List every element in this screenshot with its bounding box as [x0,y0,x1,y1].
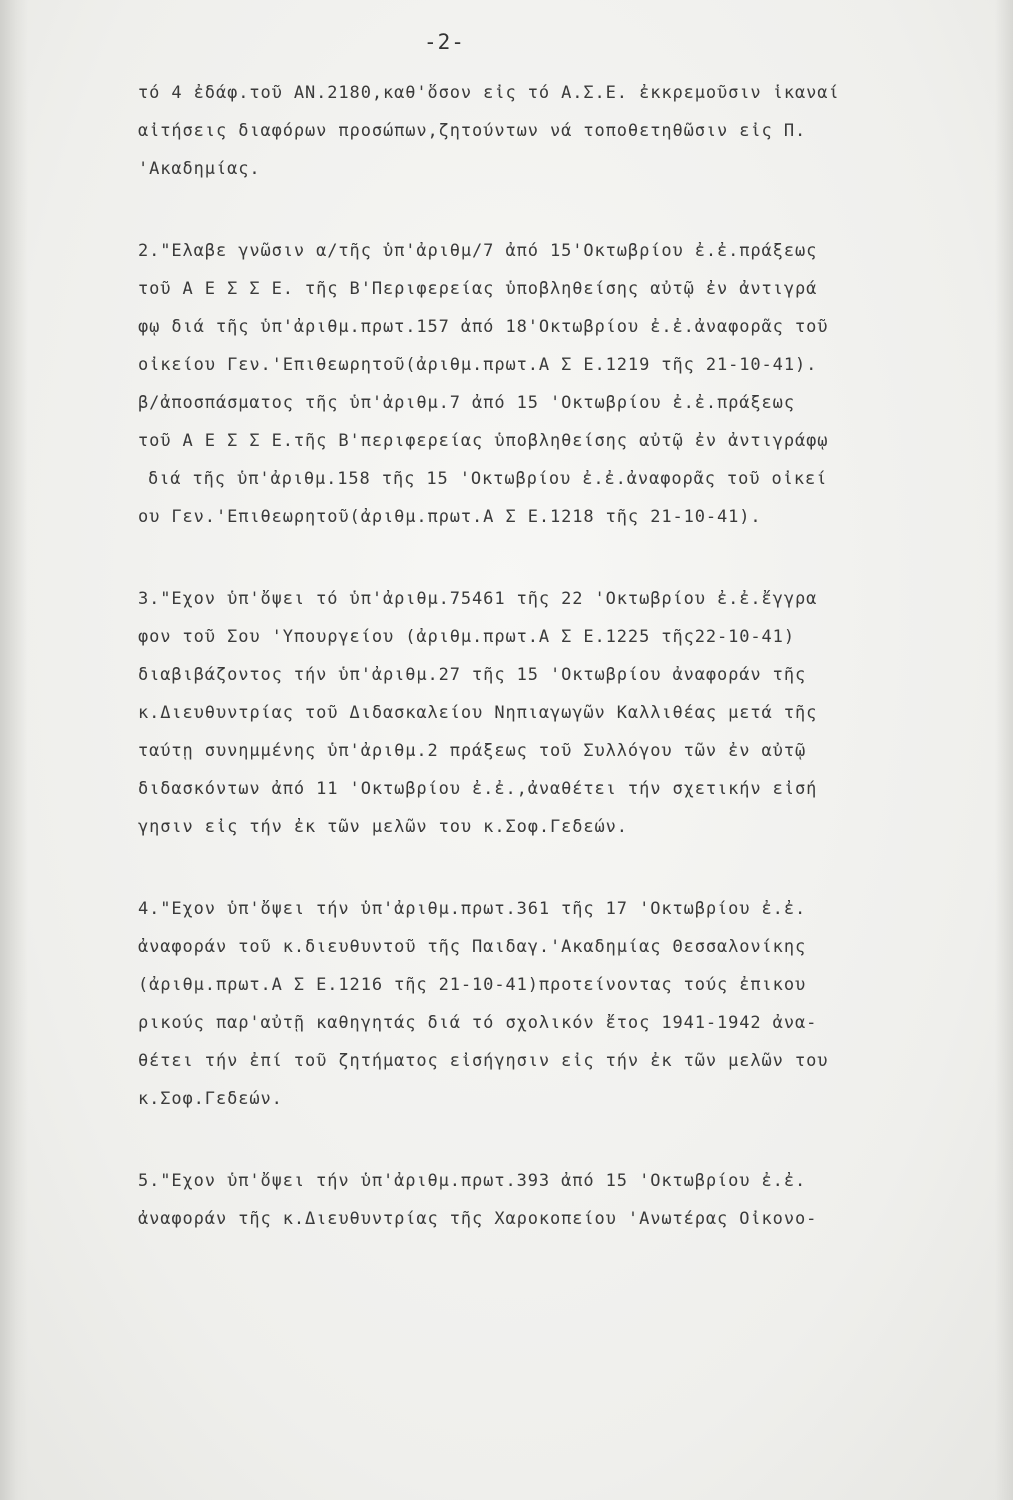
text-line: οἰκείου Γεν.'Επιθεωρητοῦ(ἀριθμ.πρωτ.Α Σ Ε.1219 τῆς 21-10-41). [138,355,818,375]
paragraph [138,890,968,1118]
text-line: φον τοῦ Σου 'Υπουργείου (ἀριθμ.πρωτ.Α Σ Ε.1225 τῆς22-10-41) [138,627,795,647]
text-line: ταύτῃ συνημμένης ὑπ'ἀριθμ.2 πράξεως τοῦ Συλλόγου τῶν ἐν αὐτῷ [138,741,807,761]
page-number: -2- [424,30,465,54]
text-line: γησιν εἰς τήν ἐκ τῶν μελῶν του κ.Σοφ.Γεδεών. [138,817,628,837]
paragraph [138,580,968,846]
text-line: 4."Εχον ὑπ'ὄψει τήν ὑπ'ἀριθμ.πρωτ.361 τῆς 17 'Οκτωβρίου ἐ.ἐ. [138,899,807,919]
paragraph-gap [138,188,968,232]
text-line: ἀναφοράν τῆς κ.Διευθυντρίας τῆς Χαροκοπείου 'Ανωτέρας Οἰκονο- [138,1209,818,1229]
text-line: β/ἀποσπάσματος τῆς ὑπ'ἀριθμ.7 ἀπό 15 'Οκτωβρίου ἐ.ἐ.πράξεως [138,393,795,413]
paragraph [138,232,968,536]
text-line: κ.Σοφ.Γεδεών. [138,1089,283,1109]
paragraph-gap [138,846,968,890]
text-line: διδασκόντων ἀπό 11 'Οκτωβρίου ἐ.ἐ.,ἀναθέτει τήν σχετικήν εἰσή [138,779,818,799]
paragraph [138,74,968,188]
text-line: φῳ διά τῆς ὑπ'ἀριθμ.πρωτ.157 ἀπό 18'Οκτωβρίου ἐ.ἐ.ἀναφορᾶς τοῦ [138,317,829,337]
text-line: ἀναφοράν τοῦ κ.διευθυντοῦ τῆς Παιδαγ.'Ακαδημίας Θεσσαλονίκης [138,937,807,957]
paragraph [138,1162,968,1238]
text-line: 3."Εχον ὑπ'ὄψει τό ὑπ'ἀριθμ.75461 τῆς 22 'Οκτωβρίου ἐ.ἐ.ἔγγρα [138,589,818,609]
text-line: κ.Διευθυντρίας τοῦ Διδασκαλείου Νηπιαγωγῶν Καλλιθέας μετά τῆς [138,703,818,723]
paragraph-gap [138,536,968,580]
body-text [138,74,968,1238]
text-line: 2."Ελαβε γνῶσιν α/τῆς ὑπ'ἀριθμ/7 ἀπό 15'Οκτωβρίου ἐ.ἐ.πράξεως [138,241,818,261]
scan-left-edge [0,0,28,1500]
text-line: διαβιβάζοντος τήν ὑπ'ἀριθμ.27 τῆς 15 'Οκτωβρίου ἀναφοράν τῆς [138,665,807,685]
text-line: (ἀριθμ.πρωτ.Α Σ Ε.1216 τῆς 21-10-41)προτείνοντας τούς ἐπικου [138,975,807,995]
text-line: αἰτήσεις διαφόρων προσώπων,ζητούντων νά τοποθετηθῶσιν εἰς Π. [138,121,807,141]
scan-right-edge [995,0,1013,1500]
text-line: ρικούς παρ'αὐτῇ καθηγητάς διά τό σχολικόν ἔτος 1941-1942 ἀνα- [138,1013,818,1033]
text-line: 5."Εχον ὑπ'ὄψει τήν ὑπ'ἀριθμ.πρωτ.393 ἀπό 15 'Οκτωβρίου ἐ.ἐ. [138,1171,807,1191]
text-line: θέτει τήν ἐπί τοῦ ζητήματος εἰσήγησιν εἰς τήν ἐκ τῶν μελῶν του [138,1051,829,1071]
paragraph-gap [138,1118,968,1162]
text-line: τό 4 ἐδάφ.τοῦ ΑΝ.2180,καθ'ὅσον εἰς τό Α.Σ.Ε. ἐκκρεμοῦσιν ἱκαναί [138,83,840,103]
text-line: τοῦ Α Ε Σ Σ Ε. τῆς Β'Περιφερείας ὑποβληθείσης αὐτῷ ἐν ἀντιγρά [138,279,818,299]
text-line: 'Ακαδημίας. [138,159,261,179]
text-line: τοῦ Α Ε Σ Σ Ε.τῆς Β'περιφερείας ὑποβληθείσης αὐτῷ ἐν ἀντιγράφῳ [138,431,829,451]
text-line: ου Γεν.'Επιθεωρητοῦ(ἀριθμ.πρωτ.Α Σ Ε.1218 τῆς 21-10-41). [138,507,762,527]
text-line: διά τῆς ὑπ'ἀριθμ.158 τῆς 15 'Οκτωβρίου ἐ.ἐ.ἀναφορᾶς τοῦ οἰκεί [148,469,828,489]
